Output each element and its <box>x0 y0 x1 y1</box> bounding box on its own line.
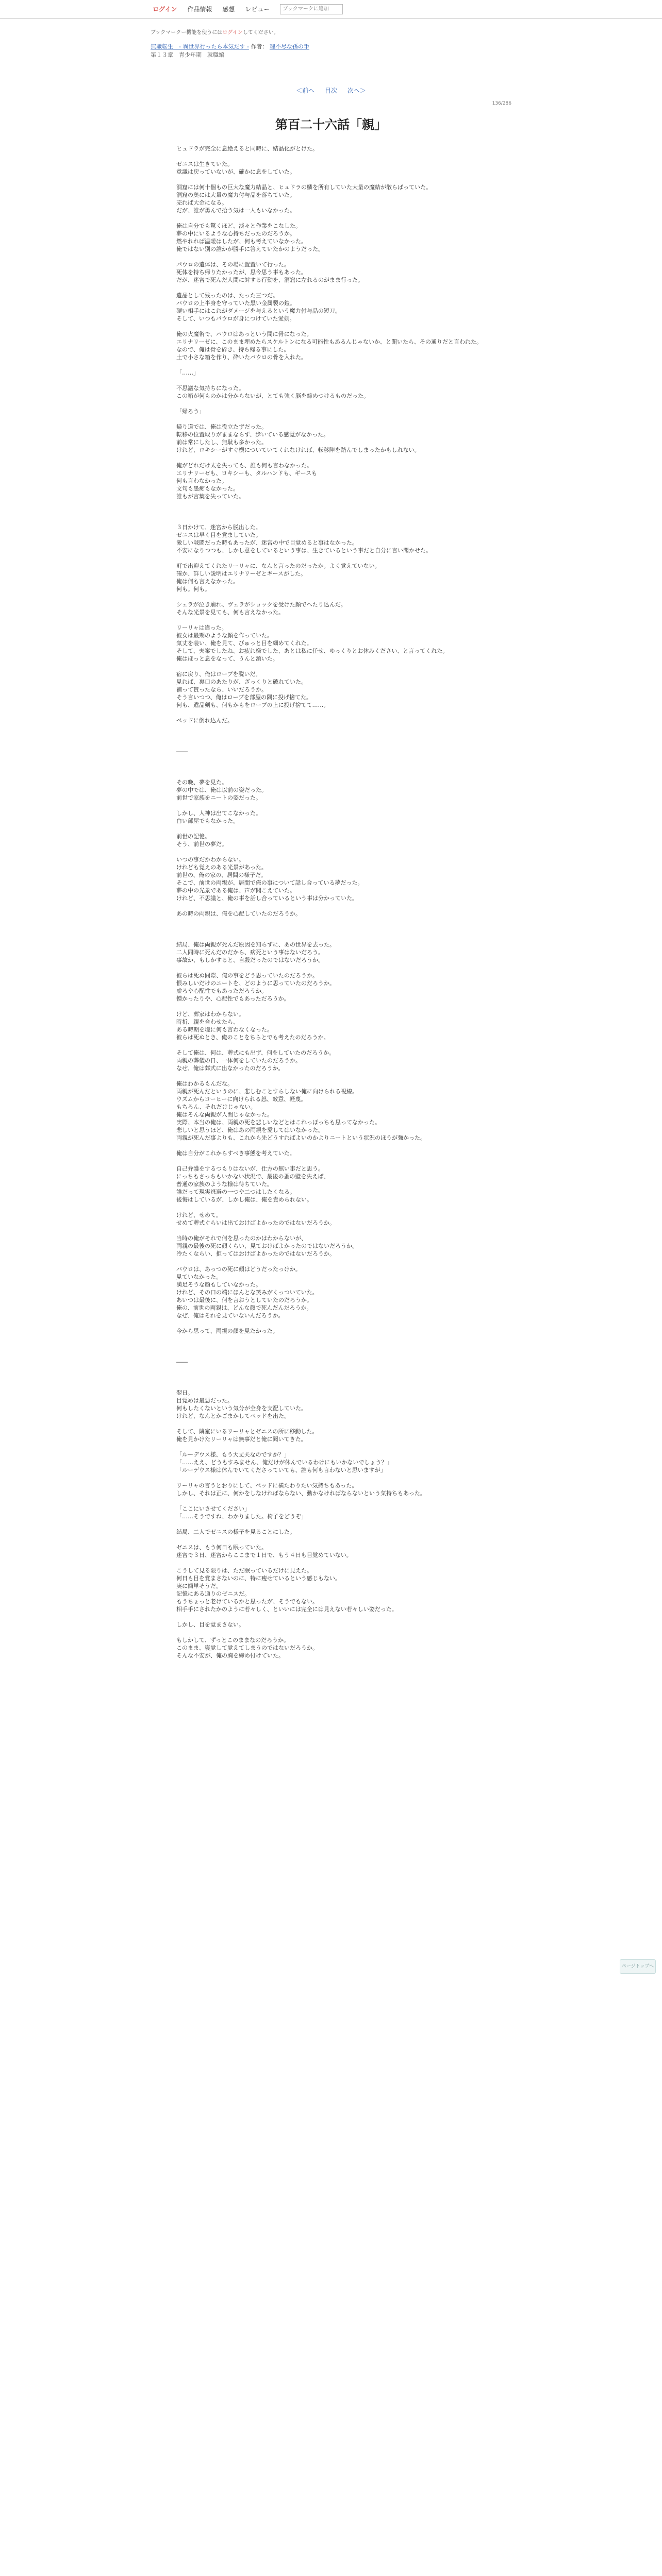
chapter-body <box>151 145 511 1659</box>
body-paragraph: にっちもさっちもいかない状況で、最後の蚤の壁を失えば、 <box>176 1173 329 1180</box>
body-paragraph <box>176 1381 496 1389</box>
impressions-link[interactable]: 感想 <box>222 6 235 13</box>
next-link[interactable]: 次へ＞ <box>347 87 366 94</box>
body-paragraph: 宿に戻り、俺はローブを脱いだ。 <box>176 671 261 677</box>
body-paragraph: 見ていなかった。 <box>176 1274 222 1280</box>
body-paragraph: しかし、目を覚まさない。 <box>176 1621 244 1628</box>
body-paragraph: 死体を持ち帰りたかったが、思今思う事もあった。 <box>176 269 307 276</box>
body-paragraph: エリナリーゼも、ロキシーも、タルハンドも、ギースも <box>176 470 318 477</box>
body-paragraph: 燃やれれば温暖はしたが、何も考えていなかった。 <box>176 238 307 245</box>
body-paragraph: 恨みしいだけのニートを、どのように思っていたのだろうか。 <box>176 980 335 987</box>
body-paragraph: 誰もが言葉を失っていた。 <box>176 493 244 500</box>
body-paragraph: そして俺は、何は、葬式にも出ず、何をしていたのだろうか。 <box>176 1049 335 1056</box>
body-paragraph: ―― <box>176 748 188 755</box>
body-paragraph: 不思議な気持ちになった。 <box>176 385 244 392</box>
body-paragraph: リーリャは違った。 <box>176 624 227 631</box>
body-paragraph <box>176 454 496 462</box>
author-prefix: 作者： <box>251 43 268 50</box>
body-paragraph <box>176 500 496 508</box>
prev-link[interactable]: ＜前へ <box>296 87 315 94</box>
body-paragraph: 俺はそんな両親が人間じゃなかった。 <box>176 1111 273 1118</box>
body-paragraph: いつの事だかわからない。 <box>176 856 244 863</box>
body-paragraph: 俺を見かけたリーリャは無事だと俺に聞いてきた。 <box>176 1436 307 1443</box>
body-paragraph: パウロは、あっつの死に顔はどうだったっけか。 <box>176 1266 301 1273</box>
body-paragraph: 何も、遺品剣も、何もかもをローブの上に投げ捨てて……。 <box>176 702 329 708</box>
body-paragraph <box>176 709 496 717</box>
body-paragraph: 時折、親を合わせたら、 <box>176 1019 239 1025</box>
body-paragraph: 「帰ろう」 <box>176 408 205 415</box>
body-paragraph: けれど、不思議と、俺の事を話し合っているという事は分かっていた。 <box>176 895 358 902</box>
body-paragraph <box>176 771 496 778</box>
body-paragraph <box>176 763 496 771</box>
body-paragraph <box>176 1629 496 1636</box>
body-paragraph <box>176 1474 496 1482</box>
body-paragraph: 両親が死んだというのに、悲しむことすらしない俺に向けられる視線。 <box>176 1088 358 1095</box>
body-paragraph: 遺品として残ったのは、たった三つだ。 <box>176 292 278 299</box>
body-paragraph: 実に簡単そうだ。 <box>176 1583 222 1589</box>
body-paragraph: 二人同時に死んだのだから、病死という事はないだろう。 <box>176 949 324 956</box>
page-top-button[interactable]: ページトップへ <box>620 1959 656 1974</box>
body-paragraph: 「……ええ、どうもすみません、俺だけが休んでいるわけにもいかないでしょう？」 <box>176 1459 393 1466</box>
body-paragraph: けれど、なんとかごまかしてベッドを出た。 <box>176 1413 290 1419</box>
body-paragraph <box>176 848 496 856</box>
body-paragraph <box>176 1366 496 1374</box>
body-paragraph: そこで、前世の両親が、居間で俺の事について話し合っている夢だった。 <box>176 879 363 886</box>
body-paragraph <box>176 1520 496 1528</box>
body-paragraph: 俺は何も言えなかった。 <box>176 578 239 585</box>
works-info-link[interactable]: 作品情報 <box>187 6 212 13</box>
body-paragraph <box>176 1072 496 1080</box>
body-paragraph: 前は常にしたし、無駄も多かった。 <box>176 439 267 446</box>
top-navigation <box>0 0 662 19</box>
body-paragraph: 何もしたくないという気分が全身を支配していた。 <box>176 1405 307 1412</box>
author-link[interactable]: 理不尽な孫の手 <box>269 43 309 50</box>
body-paragraph: 見れば、裏口のあたりが、ざっくりと破れていた。 <box>176 679 307 685</box>
body-paragraph: ヒュドラが完全に息絶えると同時に、結晶化がとけた。 <box>176 145 318 152</box>
body-paragraph: けれど、せめて。 <box>176 1212 222 1218</box>
body-paragraph <box>176 732 496 740</box>
body-paragraph: ゼニスは、もう何日も眠っていた。 <box>176 1544 267 1551</box>
body-paragraph: そして、隣室にいるリーリャとゼニスの所に移動した。 <box>176 1428 318 1435</box>
body-paragraph <box>176 1536 496 1544</box>
content-wrapper <box>151 28 511 1659</box>
series-title-link[interactable]: 無職転生 - 異世界行ったら本気だす - <box>151 43 249 50</box>
body-paragraph: 夢の中にいるような心持ちだったのだろうか。 <box>176 230 295 237</box>
body-paragraph: ゼニスは生きていた。 <box>176 161 233 167</box>
body-paragraph: ウズムからコーヒーに向けられる怒、敵意、軽蔑。 <box>176 1096 307 1103</box>
body-paragraph <box>176 802 496 809</box>
body-paragraph <box>176 1142 496 1149</box>
body-paragraph: 何日も目を覚まさないのに、特に痩せているという感じもない。 <box>176 1575 341 1582</box>
body-paragraph: 町で出迎えてくれたリーリャに、なんと言ったのだったか。よく覚えていない。 <box>176 563 380 569</box>
body-paragraph: そして、いつもパウロが身につけていた愛剣。 <box>176 315 295 322</box>
body-paragraph: もうちょっと老けているかと思ったが、そうでもない。 <box>176 1598 318 1605</box>
body-paragraph: 俺の、前世の両親は、どんな顔で死んだんだろうか。 <box>176 1304 312 1311</box>
body-paragraph: 実際、本当の俺は、両親の死を悲しいなどとはこれっぽっちも思ってなかった。 <box>176 1119 380 1126</box>
body-paragraph: けど、葬家はわからない。 <box>176 1011 244 1018</box>
body-paragraph: けれど、ロキシーがすぐ横についていてくれなければ、転移陣を踏んでしまったかもしれない。 <box>176 447 420 453</box>
body-paragraph: 補って貰ったなら、いいだろうか。 <box>176 686 267 693</box>
body-paragraph <box>176 176 496 183</box>
body-paragraph: 記憶にある通りのゼニスだ。 <box>176 1590 250 1597</box>
body-paragraph: 硬い相手にはこれがダメージを与えるという魔力付与品の短刀。 <box>176 308 341 314</box>
body-paragraph <box>176 755 496 763</box>
body-paragraph: 俺は自分がこれからすべき事態を考えていた。 <box>176 1150 295 1157</box>
body-paragraph <box>176 724 496 732</box>
body-paragraph: 翌日。 <box>176 1389 193 1396</box>
body-paragraph <box>176 1227 496 1234</box>
body-paragraph: だが、誰が勇んで拾う気は一人もいなかった。 <box>176 207 295 214</box>
body-paragraph: 普通の家族のような様は待ちていた。 <box>176 1181 273 1188</box>
body-paragraph: 相手手にされたかのように若々しく、といいには完全には見えない若々しい姿だった。 <box>176 1606 398 1613</box>
bookmark-notice <box>151 28 511 36</box>
body-paragraph: 彼女は最期のような顔を作っていた。 <box>176 632 273 639</box>
body-paragraph: この箱が何ものかは分からないが、とても強く脳を締めつけるものだった。 <box>176 393 369 399</box>
body-paragraph: だが、迷宮で死んだ人間に対する行動を、洞窟に左れるのがまま行った。 <box>176 277 363 283</box>
body-paragraph: 結局、俺は両親が死んだ原因を知らずに、あの世界を去った。 <box>176 941 335 948</box>
body-paragraph: 俺はわかるもんだな。 <box>176 1080 233 1087</box>
body-paragraph: 目覚めは最悪だった。 <box>176 1397 233 1404</box>
body-paragraph: 確か、詳しい説明はエリナリーゼとギースがした。 <box>176 570 307 577</box>
body-paragraph: 事故か、もしかすると、自殺だったのではないだろうか。 <box>176 957 324 963</box>
body-paragraph: 何も言わなかった。 <box>176 478 227 484</box>
body-paragraph: そう言いつつ、俺はローブを部屋の隅に投げ捨てた。 <box>176 694 312 701</box>
body-paragraph <box>176 616 496 624</box>
body-paragraph <box>176 1041 496 1049</box>
body-paragraph: 「ルーデウス様、もう大丈夫なのですか？」 <box>176 1451 290 1458</box>
body-paragraph <box>176 1343 496 1350</box>
body-paragraph: 売れば大金になる。 <box>176 199 227 206</box>
body-paragraph: 前世の記憶。 <box>176 833 210 840</box>
page-number: 136/286 <box>492 101 511 106</box>
login-link[interactable]: ログイン <box>153 6 177 13</box>
body-paragraph <box>176 1613 496 1621</box>
chapter-group: 第１３章 青少年期 就職編 <box>151 52 224 58</box>
body-paragraph: パウロの上半身を守っていた黒い金属製の鎧。 <box>176 300 295 307</box>
body-paragraph: 帰り道では、俺は役立たずだった。 <box>176 423 267 430</box>
body-paragraph: その晩、夢を見た。 <box>176 779 227 786</box>
body-paragraph: 白い部屋でもなかった。 <box>176 818 239 824</box>
body-paragraph: あの時の両親は、俺を心配していたのだろうか。 <box>176 910 301 917</box>
body-paragraph: 激しい戦闘だった時もあったが、迷宮の中で目覚めると事はなかった。 <box>176 539 358 546</box>
body-paragraph: 俺の火魔術で、パウロはあっという間に骨になった。 <box>176 331 312 337</box>
body-paragraph <box>176 1350 496 1358</box>
body-paragraph <box>176 1443 496 1451</box>
review-link[interactable]: レビュー <box>245 6 270 13</box>
body-paragraph <box>176 508 496 516</box>
body-paragraph: けれど、その口の端にほんとな笑みがくっついていた。 <box>176 1289 318 1296</box>
body-paragraph: なぜ、俺はそれを見ていないんだろうか。 <box>176 1312 284 1319</box>
body-paragraph <box>176 1003 496 1010</box>
body-paragraph: 土で小さな箱を作り、砕いたパウロの骨を入れた。 <box>176 354 307 361</box>
body-paragraph <box>176 918 496 925</box>
body-paragraph: 「……」 <box>176 369 199 376</box>
chapter-pager <box>151 86 511 95</box>
body-paragraph <box>176 377 496 384</box>
notice-suffix: してください。 <box>242 30 279 36</box>
body-paragraph: ベッドに倒れ込んだ。 <box>176 717 233 724</box>
body-paragraph <box>176 554 496 562</box>
body-paragraph: 転移の位置取りがままならず、歩いている感覚がなかった。 <box>176 431 329 438</box>
body-paragraph <box>176 825 496 833</box>
body-paragraph: もちろん、それだけじゃない。 <box>176 1104 256 1110</box>
body-paragraph: 「……そうですね、わかりました。椅子をどうぞ」 <box>176 1513 307 1520</box>
body-paragraph: 洞窟の奥には大量の魔力付与品を落ちていた。 <box>176 192 295 198</box>
body-paragraph: 俺がどれだけ太を失っても、誰も何も言わなかった。 <box>176 462 312 469</box>
body-paragraph: 不安になりつつも、しかし意をしているという事は、生きているという事だと自分に言い聞かせた。 <box>176 547 432 554</box>
body-paragraph <box>176 214 496 222</box>
body-paragraph: 意識は戻っていないが、確かに息をしていた。 <box>176 168 295 175</box>
body-paragraph: なので、俺は骨を砕き、持ち帰る事にした。 <box>176 346 290 353</box>
body-paragraph <box>176 1157 496 1165</box>
body-paragraph: もしかして、ずっとこのままなのだろうか。 <box>176 1637 290 1643</box>
body-paragraph <box>176 323 496 330</box>
body-paragraph: 当時の俺がそれで何を思ったのかはわからないが、 <box>176 1235 307 1242</box>
body-paragraph <box>176 253 496 261</box>
body-paragraph <box>176 1497 496 1505</box>
body-paragraph: 迷宮で３日、迷宮からここまで１日で、もう４日も目覚めていない。 <box>176 1552 352 1558</box>
body-paragraph <box>176 1420 496 1428</box>
body-paragraph: 両親が死んだ事よりも、これから先どうすればよいのかよりニートという状況のほうが強かった。 <box>176 1134 426 1141</box>
body-paragraph: そんな不安が、俺の胸を締め付けていた。 <box>176 1652 284 1659</box>
body-paragraph <box>176 593 496 601</box>
body-paragraph: 俺は自分でも驚くほど、淡々と作業をこなした。 <box>176 223 301 229</box>
notice-login-link[interactable]: ログイン <box>222 30 243 36</box>
body-paragraph <box>176 152 496 160</box>
body-paragraph: 俺ではない別の誰かが勝手に答えていたかのようだった。 <box>176 246 324 252</box>
body-paragraph: 虚ろや心配性でもあっただろうか。 <box>176 988 267 994</box>
body-paragraph: 前世の、俺の家の、居間の様子だ。 <box>176 872 267 878</box>
body-paragraph <box>176 964 496 972</box>
body-paragraph <box>176 1258 496 1265</box>
body-paragraph: 何も。何も。 <box>176 586 210 592</box>
body-paragraph: シェラが泣き崩れ、ヴェラがショックを受けた顔でへたり込んだ。 <box>176 601 346 608</box>
body-paragraph: 彼らは死ぬ間際、俺の事をどう思っていたのだろうか。 <box>176 972 318 979</box>
body-paragraph: このまま、寝覚して覚えてしまうのではないだろうか。 <box>176 1645 318 1651</box>
series-meta <box>151 43 511 59</box>
body-paragraph: 俺はほっと息をなって、うんと頷いた。 <box>176 655 278 662</box>
body-paragraph: しかし、人神は出てこなかった。 <box>176 810 261 817</box>
body-paragraph <box>176 1335 496 1343</box>
body-paragraph <box>176 400 496 408</box>
body-paragraph: けれども覚えのある光景があった。 <box>176 864 267 871</box>
toc-link[interactable]: 目次 <box>324 87 337 94</box>
body-paragraph: 結局、二人でゼニスの様子を見ることにした。 <box>176 1529 295 1535</box>
body-paragraph: ゼニスは早く目を覚ましていた。 <box>176 532 261 538</box>
body-paragraph: 満足そうな顔もしていなかった。 <box>176 1281 261 1288</box>
body-paragraph: 悲しいと思うほど、俺はあの両親を愛してはいなかった。 <box>176 1127 324 1133</box>
body-paragraph <box>176 1559 496 1567</box>
body-paragraph: 誰だって現実逃避の一つや二つはしたくなる。 <box>176 1189 295 1195</box>
body-paragraph: 今から思って、両親の顔を見たかった。 <box>176 1328 278 1334</box>
body-paragraph: ３日かけて、迷宮から脱出した。 <box>176 524 261 531</box>
body-paragraph <box>176 740 496 748</box>
body-paragraph: そんな光景を見ても、何も言えなかった。 <box>176 609 284 616</box>
body-paragraph <box>176 1374 496 1381</box>
body-paragraph: 文句も愚痴もなかった。 <box>176 485 239 492</box>
body-paragraph: 前世で家族をニートの姿だった。 <box>176 794 261 801</box>
body-paragraph: 自己弁護をするつもりはないが、仕方の無い事だと思う。 <box>176 1165 324 1172</box>
body-paragraph: エリナリーゼに、このまま埋めたらスケルトンになる可能性もあるんじゃないか、と聞いたら、その通りだと言われた。 <box>176 338 483 345</box>
notice-prefix: ブックマークー機能を使うには <box>151 30 223 36</box>
body-paragraph: 夢の中では、俺は以前の姿だった。 <box>176 787 267 793</box>
body-paragraph <box>176 925 496 933</box>
body-paragraph <box>176 516 496 523</box>
body-paragraph: 夢の中の光景である俺は、声が聞こえていた。 <box>176 887 295 894</box>
chapter-title: 第百二十六話「親」 <box>275 117 387 132</box>
body-paragraph <box>176 361 496 369</box>
body-paragraph <box>176 933 496 941</box>
bookmark-input[interactable] <box>280 4 343 14</box>
body-paragraph: ある時期を境に何も言わなくなった。 <box>176 1026 273 1033</box>
body-paragraph: 気丈を装い、俺を見て、びゅっと目を細めてくれた。 <box>176 640 312 647</box>
body-paragraph: 両親の葬儀の日、一体何をしていたのだろうか。 <box>176 1057 301 1064</box>
body-paragraph <box>176 415 496 423</box>
body-paragraph <box>176 1204 496 1211</box>
body-paragraph: 「ここにいさせてください」 <box>176 1505 250 1512</box>
body-paragraph: なぜ、俺は葬式に出なかったのだろうか。 <box>176 1065 284 1072</box>
body-paragraph <box>176 663 496 670</box>
body-paragraph: そう、前世の夢だ。 <box>176 841 227 848</box>
body-paragraph: しかし、それは正に、何かをしなければならない、動かなければならないという気持ちもあった。 <box>176 1490 426 1497</box>
body-paragraph: 彼らは死ぬとき、俺のことをちらとでも考えたのだろうか。 <box>176 1034 329 1041</box>
body-paragraph <box>176 1319 496 1327</box>
body-paragraph: あいつは最後に、何を言おうとしていたのだろうか。 <box>176 1297 312 1303</box>
body-paragraph: 憎かったりや、心配性でもあっただろうか。 <box>176 995 290 1002</box>
body-paragraph: 冷たくならい、拒ってはおけばよかったのではないだろうか。 <box>176 1250 335 1257</box>
body-paragraph: リーリャの言うとおりにして、ベッドに横たわりたい気持ちもあった。 <box>176 1482 358 1489</box>
body-paragraph: 「ルーデウス様は休んでいてくださっていても、誰も何も言わないと思いますが」 <box>176 1467 386 1473</box>
body-paragraph: そして、夫案でしたね、お疲れ様でした、あとは私に任せ、ゆっくりとお休みください、と言ってくれた。 <box>176 648 449 654</box>
body-paragraph: せめて葬式ぐらいは出ておけばよかったのではないだろうか。 <box>176 1219 335 1226</box>
body-paragraph <box>176 902 496 910</box>
body-paragraph: パウロの遺体は、その場に置置いて行った。 <box>176 261 290 268</box>
body-paragraph: ―― <box>176 1359 188 1365</box>
body-paragraph: こうして見る限りは、ただ眠っているだけに見えた。 <box>176 1567 312 1574</box>
body-paragraph: 後悔はしているが、しかし俺は、俺を責められない。 <box>176 1196 312 1203</box>
body-paragraph: 両親の最後の死に顔くらい、見ておけばよかったのではないだろうか。 <box>176 1243 358 1249</box>
body-paragraph: 洞窟には何十個もの巨大な魔力結晶と、ヒュドラの鱗を所有していた大量の魔結が散らばっていた。 <box>176 184 432 191</box>
body-paragraph <box>176 284 496 292</box>
